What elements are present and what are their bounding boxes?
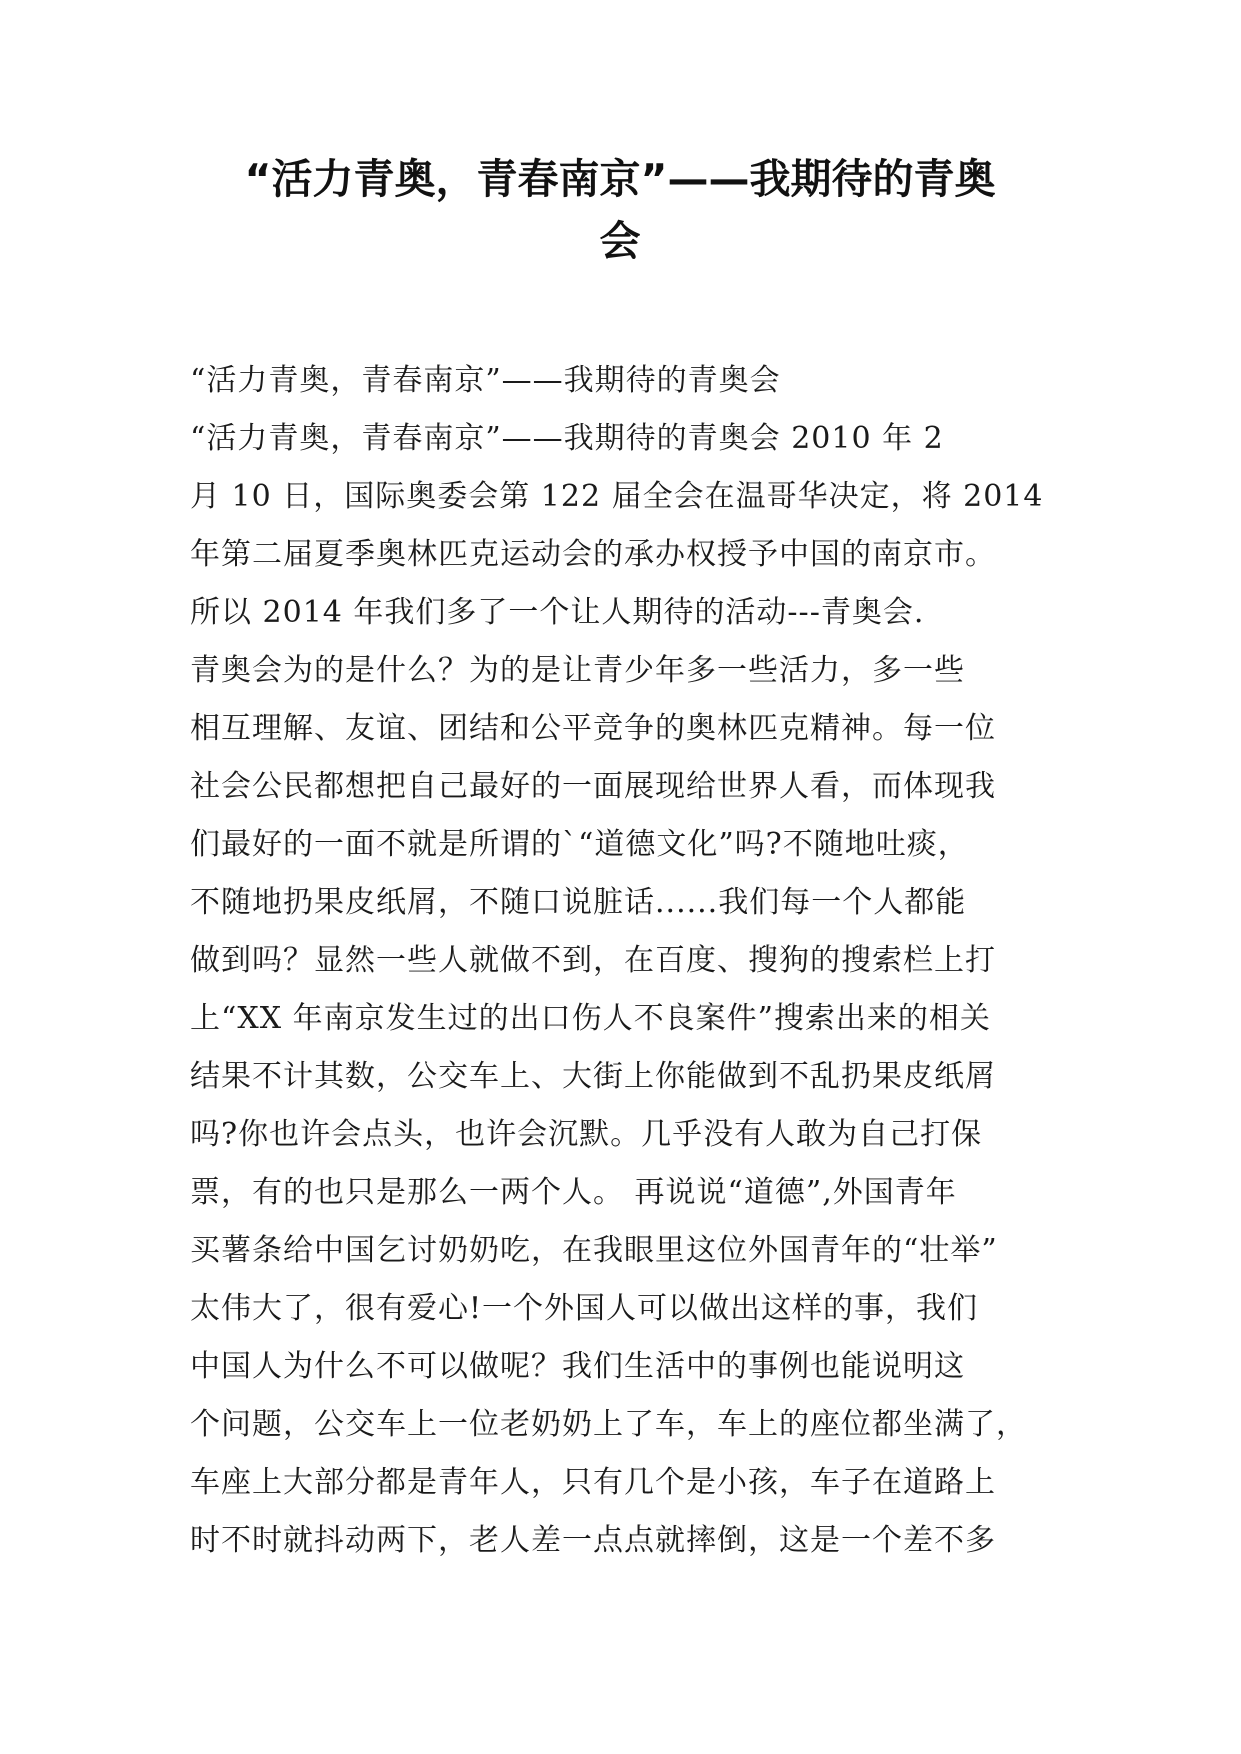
body-text bbox=[190, 352, 1060, 1570]
title-line-1: “活力青奥，青春南京”——我期待的青奥 bbox=[244, 155, 996, 203]
text-line: 青奥会为的是什么？为的是让青少年多一些活力，多一些 bbox=[190, 653, 965, 688]
text-line: 个问题，公交车上一位老奶奶上了车，车上的座位都坐满了， bbox=[190, 1407, 1027, 1442]
text-line: 时不时就抖动两下，老人差一点点就摔倒，这是一个差不多 bbox=[190, 1523, 996, 1558]
text-line: 不随地扔果皮纸屑，不随口说脏话......我们每一个人都能 bbox=[190, 885, 967, 920]
text-line: 中国人为什么不可以做呢？我们生活中的事例也能说明这 bbox=[190, 1349, 965, 1384]
text-line: 年第二届夏季奥林匹克运动会的承办权授予中国的南京市。 bbox=[190, 537, 996, 572]
text-line: 社会公民都想把自己最好的一面展现给世界人看，而体现我 bbox=[190, 769, 996, 804]
text-line: 车座上大部分都是青年人，只有几个是小孩，车子在道路上 bbox=[190, 1465, 996, 1500]
text-line: 买薯条给中国乞讨奶奶吃，在我眼里这位外国青年的“壮举” bbox=[190, 1233, 998, 1268]
text-line: 相互理解、友谊、团结和公平竞争的奥林匹克精神。每一位 bbox=[190, 711, 996, 746]
text-line: 做到吗？显然一些人就做不到，在百度、搜狗的搜索栏上打 bbox=[190, 943, 996, 978]
text-line: 所以 2014 年我们多了一个让人期待的活动---青奥会. bbox=[190, 595, 925, 630]
text-line: 票，有的也只是那么一两个人。 再说说“道德”,外国青年 bbox=[190, 1175, 957, 1210]
text-line: 吗?你也许会点头，也许会沉默。几乎没有人敢为自己打保 bbox=[190, 1117, 983, 1152]
text-line: “活力青奥，青春南京”——我期待的青奥会 bbox=[190, 363, 781, 398]
text-line: 们最好的一面不就是所谓的`“道德文化”吗?不随地吐痰， bbox=[190, 827, 969, 862]
text-line: 太伟大了，很有爱心!一个外国人可以做出这样的事，我们 bbox=[190, 1291, 979, 1326]
text-line: “活力青奥，青春南京”——我期待的青奥会 2010 年 2 bbox=[190, 421, 944, 456]
text-line: 结果不计其数，公交车上、大街上你能做到不乱扔果皮纸屑 bbox=[190, 1059, 996, 1094]
text-line: 上“XX 年南京发生过的出口伤人不良案件”搜索出来的相关 bbox=[190, 1001, 991, 1036]
title-line-2: 会 bbox=[599, 217, 641, 265]
text-line: 月 10 日，国际奥委会第 122 届全会在温哥华决定，将 2014 bbox=[190, 479, 1044, 514]
document-title bbox=[160, 148, 1080, 272]
